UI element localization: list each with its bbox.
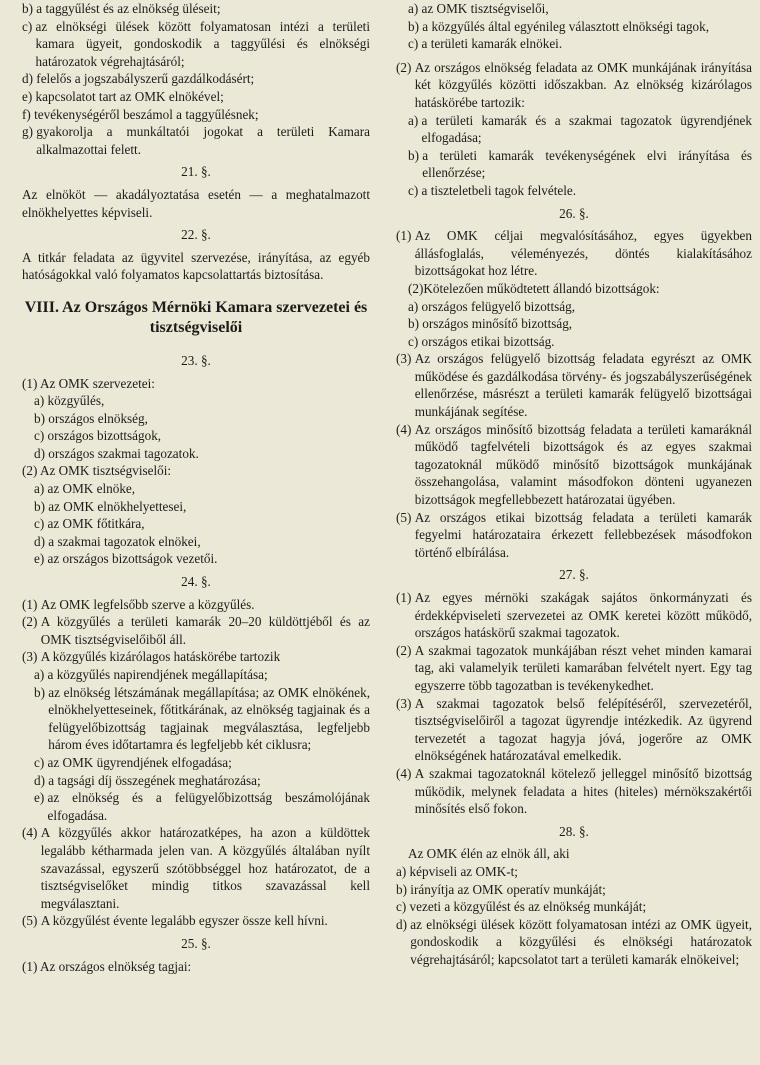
section-28-intro: Az OMK élén az elnök áll, aki [408,846,570,862]
section-24-para-3: (3) A közgyűlés kizárólagos hatáskörébe tartozik [22,649,281,665]
section-24-para-2: (2) A közgyűlés a területi kamarák 20–20 küldöttjéből és az OMK tisztségviselőiből áll. [22,614,370,647]
assembly-powers-list [22,666,370,824]
list-item: g) gyakorolja a munkáltatói jogokat a területi Kamara alkalmazottai felett. [22,124,370,157]
right-column [396,0,752,968]
list-item: d) a tagsági díj összegének meghatározása; [34,772,261,788]
section-26-para-2: (2)Kötelezően működtetett állandó bizottságok: [408,280,660,296]
section-26-para-3: (3) Az országos felügyelő bizottság feladata egyrészt az OMK működése és gazdálkodása törvény- és jogszabályszerűségének ellenőrzése, másrészt a területi kamarák felügyelő bizottságai munkájának segítése. [396,351,752,420]
list-item: e) az elnökség és a felügyelőbizottság beszámolójának elfogadása. [34,790,370,823]
list-item: f) tevékenységéről beszámol a taggyűlésnek; [22,106,259,122]
list-item: c) vezeti a közgyűlést és az elnökség munkáját; [396,899,647,915]
section-26-para-1: (1) Az OMK céljai megvalósításához, egyes ügyekben állásfoglalás, véleményezés, döntés kialakításához bizottságokat hoz létre. [396,228,752,279]
list-item: b) az OMK elnökhelyettesei, [34,498,187,514]
section-21-text: Az elnököt — akadályoztatása esetén — a meghatalmazott elnökhelyettes képviseli. [22,186,370,220]
list-item: c) az elnökségi ülések között folyamatosan intézi a területi kamara ügyeit, gondoskodik a taggyűlési és elnökségi határozatok végrehajtásáról; [22,18,370,69]
list-item: e) kapcsolatot tart az OMK elnökével; [22,88,224,104]
list-item: c) országos etikai bizottság. [408,333,555,349]
section-25-para-2: (2) Az országos elnökség feladata az OMK munkájának irányítása két közgyűlés közötti időszakban. Az elnökség kizárólagos hatáskörébe tartozik: [396,59,752,110]
list-item: b) a közgyűlés által egyénileg választott elnökségi tagok, [408,18,710,34]
list-item: b) a területi kamarák tevékenységének elvi irányítása és ellenőrzése; [408,147,752,181]
list-item: e) az országos bizottságok vezetői. [34,551,218,567]
chapter-heading: VIII. Az Országos Mérnöki Kamara szervezetei és tisztségviselői [24,298,368,336]
list-item: c) az OMK főtitkára, [34,516,145,532]
list-item: c) országos bizottságok, [34,428,162,444]
board-members-list [396,0,752,53]
section-24-para-4: (4) A közgyűlés akkor határozatképes, ha azon a küldöttek legalább kétharmada jelen van. A közgyűlés általában nyílt szavazással, egyszerű szótöbbséggel hoz határozatot, de a tisztségviselőket mindig titkos szavazással kell megválasztani. [22,825,370,911]
section-27-para-2: (2) A szakmai tagozatok munkájában részt vehet minden kamarai tag, aki valamelyik területi kamarában felvételt nyert. Egy tag egyszerre több tagozatban is tevékenykedhet. [396,642,752,693]
list-item: c) a területi kamarák elnökei. [408,36,563,52]
list-item: c) a tiszteletbeli tagok felvétele. [408,182,577,198]
list-item: a) országos felügyelő bizottság, [408,298,575,314]
section-25-para-1: (1) Az országos elnökség tagjai: [22,958,192,974]
section-heading-25: 25. §. [181,935,211,951]
list-item: d) felelős a jogszabályszerű gazdálkodásért; [22,71,255,87]
list-item: d) a szakmai tagozatok elnökei, [34,533,201,549]
board-powers-list [396,112,752,200]
list-item: a) képviseli az OMK-t; [396,863,518,879]
section-heading-28: 28. §. [559,823,589,839]
section-27-para-4: (4) A szakmai tagozatoknál kötelező jelleggel minősítő bizottság működik, melynek feladata a hites (hiteles) mérnökszakértői minősítés első fokon. [396,765,752,817]
list-item: a) az OMK tisztségviselői, [408,1,549,16]
section-heading-26: 26. §. [559,205,589,221]
list-item: d) az elnökségi ülések között folyamatosan intézi az OMK ügyeit, gondoskodik a közgyűlési és elnökségi határozatok végrehajtásáról; kapcsolatot tart a területi kamarák elnökeivel; [396,916,752,967]
section-23-para-2: (2) Az OMK tisztségviselői: [22,463,172,479]
list-item: b) országos elnökség, [34,410,148,426]
section-27-para-1: (1) Az egyes mérnöki szakágak sajátos önkormányzati és érdekképviseleti szervezetei az OMK keretei között működő, országos hatáskörű szakmai tagozatok. [396,590,752,641]
section-heading-23: 23. §. [181,352,211,368]
section-24-para-5: (5) A közgyűlést évente legalább egyszer össze kell hívni. [22,913,328,929]
omk-president-duties-list [396,863,752,969]
list-item: b) a taggyűlést és az elnökség üléseit; [22,1,221,16]
officials-list [22,480,370,568]
list-item: a) a területi kamarák és a szakmai tagozatok ügyrendjének elfogadása; [408,112,752,146]
section-22-text: A titkár feladata az ügyvitel szervezése, irányítása, az egyéb hatóságokkal való folyamatos kapcsolattartás biztosítása. [22,249,370,283]
section-heading-21: 21. §. [181,164,211,180]
section-heading-24: 24. §. [181,574,211,590]
president-duties-list [22,0,370,158]
left-column [22,0,370,975]
list-item: a) az OMK elnöke, [34,481,136,497]
list-item: b) országos minősítő bizottság, [408,316,573,332]
section-24-para-1: (1) Az OMK legfelsőbb szerve a közgyűlés. [22,596,255,612]
section-26-para-4: (4) Az országos minősítő bizottság feladata a területi kamaráknál működő tagfelvételi bizottságok és az egyes szakmai tagozatoknál működő minősítő bizottságok munkájának összehangolása, valamint másodfokon dönteni ugyanezen bizottságok megfellebbezett határozatai ügyében. [396,421,752,508]
list-item: b) az elnökség létszámának megállapítása; az OMK elnökének, elnökhelyetteseinek, főtitkárának, az elnökség tagjainak és a felügyelőbizottság tagjainak megválasztása, legfeljebb három éves időtartamra és legfeljebb két ciklusra; [34,684,370,753]
list-item: b) irányítja az OMK operatív munkáját; [396,881,606,897]
section-26-para-5: (5) Az országos etikai bizottság feladata a területi kamarák fegyelmi határozataira érkezett fellebbezések másodfokon történő elbírálása. [396,509,752,560]
section-23-para-1: (1) Az OMK szervezetei: [22,375,155,391]
list-item: c) az OMK ügyrendjének elfogadása; [34,754,232,770]
list-item: a) közgyűlés, [34,393,105,409]
organizations-list [22,392,370,462]
list-item: a) a közgyűlés napirendjének megállapítása; [34,667,268,682]
section-heading-27: 27. §. [559,567,589,583]
section-27-para-3: (3) A szakmai tagozatok belső felépítéséről, szervezetéről, tisztségviselőiről a tagozat ügyrendje intézkedik. Az ügyrend tervezetét a tagozat hagyja jóvá, jogerőre az OMK elnökségének határozatával emelkedik. [396,695,752,764]
section-heading-22: 22. §. [181,227,211,243]
committees-list [396,298,752,351]
list-item: d) országos szakmai tagozatok. [34,445,199,461]
